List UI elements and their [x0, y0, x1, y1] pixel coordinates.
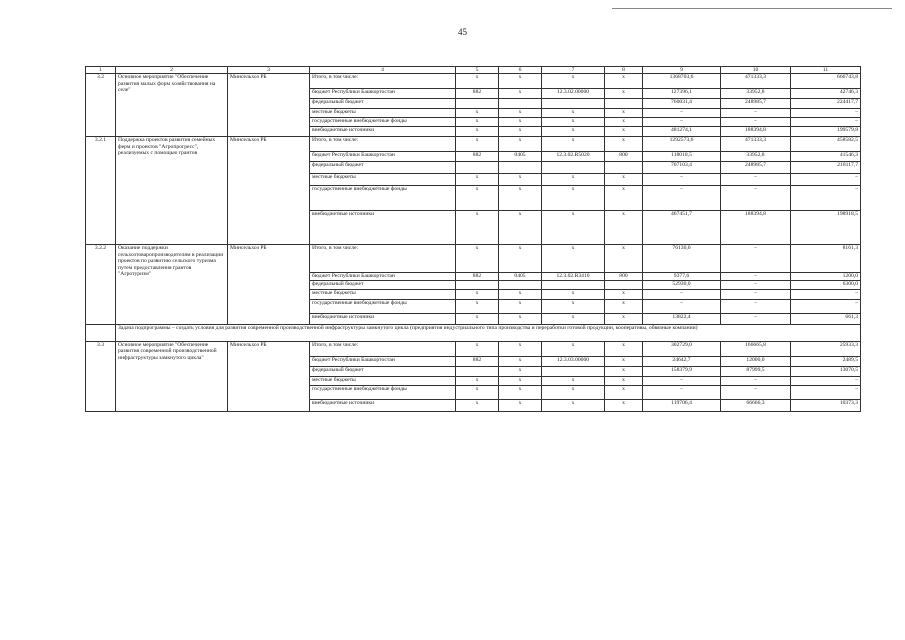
amount-cell: 1200,0: [791, 273, 861, 280]
amount-cell: 224417,7: [791, 99, 861, 109]
code-cell: x: [542, 399, 605, 411]
funding-source: Итого, в том числе:: [310, 341, 456, 356]
code-cell: x: [499, 366, 542, 376]
amount-cell: 248985,7: [721, 162, 791, 174]
code-cell: x: [605, 211, 643, 245]
column-number: 7: [542, 67, 605, 74]
funding-source: государственные внебюджетные фонды: [310, 385, 456, 399]
code-cell: [542, 99, 605, 109]
amount-cell: 1368703,6: [643, 74, 721, 89]
funding-source: бюджет Республики Башкортостан: [310, 273, 456, 280]
amount-cell: 66666,3: [721, 399, 791, 411]
code-cell: x: [499, 118, 542, 127]
amount-cell: –: [643, 299, 721, 313]
code-cell: [456, 280, 499, 289]
code-cell: [499, 99, 542, 109]
code-cell: [499, 162, 542, 174]
code-cell: x: [542, 127, 605, 137]
amount-cell: 13070,5: [791, 366, 861, 376]
code-cell: x: [605, 245, 643, 273]
funding-source: внебюджетные источники: [310, 313, 456, 324]
table-row: [86, 341, 861, 356]
code-cell: x: [605, 366, 643, 376]
code-cell: 882: [456, 273, 499, 280]
amount-cell: 760031,4: [643, 99, 721, 109]
code-cell: x: [605, 127, 643, 137]
funding-source: внебюджетные источники: [310, 399, 456, 411]
amount-cell: 87999,5: [721, 366, 791, 376]
amount-cell: –: [791, 174, 861, 186]
item-number: 3.3: [86, 341, 116, 411]
code-cell: 882: [456, 152, 499, 162]
code-cell: x: [499, 137, 542, 152]
code-cell: x: [605, 109, 643, 118]
code-cell: x: [456, 127, 499, 137]
item-executor: Минсельхоз РБ: [228, 74, 310, 137]
amount-cell: 481274,1: [643, 127, 721, 137]
code-cell: x: [542, 174, 605, 186]
funding-source: внебюджетные источники: [310, 127, 456, 137]
amount-cell: 302729,0: [643, 341, 721, 356]
code-cell: x: [542, 313, 605, 324]
amount-cell: –: [721, 109, 791, 118]
amount-cell: –: [721, 280, 791, 289]
code-cell: x: [605, 385, 643, 399]
code-cell: x: [499, 376, 542, 385]
code-cell: x: [542, 385, 605, 399]
amount-cell: –: [643, 385, 721, 399]
code-cell: [499, 280, 542, 289]
amount-cell: –: [721, 289, 791, 299]
amount-cell: –: [643, 186, 721, 211]
code-cell: 12.3.02.00000: [542, 89, 605, 99]
code-cell: x: [499, 245, 542, 273]
amount-cell: –: [721, 376, 791, 385]
table-cell: [86, 324, 116, 341]
code-cell: x: [605, 137, 643, 152]
amount-cell: 13822,4: [643, 313, 721, 324]
amount-cell: –: [721, 186, 791, 211]
item-executor: Минсельхоз РБ: [228, 245, 310, 324]
amount-cell: –: [791, 118, 861, 127]
page-number: 45: [458, 27, 467, 37]
amount-cell: 471333,3: [721, 137, 791, 152]
amount-cell: 76130,0: [643, 245, 721, 273]
amount-cell: –: [791, 289, 861, 299]
item-name: Основное мероприятие "Обеспечение развития малых форм хозяйствования на селе": [116, 74, 228, 137]
code-cell: x: [542, 299, 605, 313]
table-row: [86, 245, 861, 273]
column-number: 1: [86, 67, 116, 74]
funding-source: федеральный бюджет: [310, 162, 456, 174]
column-number: 5: [456, 67, 499, 74]
code-cell: x: [605, 74, 643, 89]
amount-cell: 666743,8: [791, 74, 861, 89]
amount-cell: 218117,7: [791, 162, 861, 174]
column-number: 10: [721, 67, 791, 74]
amount-cell: 24642,7: [643, 356, 721, 366]
amount-cell: 198918,5: [791, 211, 861, 245]
subprogram-task-row: [86, 324, 861, 341]
code-cell: x: [605, 289, 643, 299]
code-cell: 12.3.02.R3410: [542, 273, 605, 280]
amount-cell: 458582,5: [791, 137, 861, 152]
amount-cell: –: [643, 118, 721, 127]
code-cell: x: [542, 118, 605, 127]
amount-cell: 199579,8: [791, 127, 861, 137]
amount-cell: –: [721, 313, 791, 324]
amount-cell: 2489,5: [791, 356, 861, 366]
code-cell: x: [542, 341, 605, 356]
amount-cell: –: [721, 118, 791, 127]
funding-source: государственные внебюджетные фонды: [310, 186, 456, 211]
funding-source: местные бюджеты: [310, 289, 456, 299]
code-cell: x: [605, 341, 643, 356]
code-cell: x: [499, 289, 542, 299]
code-cell: x: [499, 313, 542, 324]
funding-source: местные бюджеты: [310, 376, 456, 385]
code-cell: 12.3.02.R5020: [542, 152, 605, 162]
code-cell: x: [605, 118, 643, 127]
amount-cell: 12000,0: [721, 356, 791, 366]
column-number: 9: [643, 67, 721, 74]
item-number: 3.2.1: [86, 137, 116, 245]
amount-cell: –: [721, 174, 791, 186]
code-cell: x: [542, 137, 605, 152]
funding-source: бюджет Республики Башкортостан: [310, 89, 456, 99]
code-cell: x: [605, 89, 643, 99]
amount-cell: –: [721, 273, 791, 280]
amount-cell: 10373,3: [791, 399, 861, 411]
code-cell: [605, 280, 643, 289]
funding-source: местные бюджеты: [310, 109, 456, 118]
code-cell: 882: [456, 356, 499, 366]
amount-cell: 33952,8: [721, 152, 791, 162]
amount-cell: –: [791, 186, 861, 211]
item-executor: Минсельхоз РБ: [228, 341, 310, 411]
amount-cell: –: [643, 174, 721, 186]
code-cell: [605, 99, 643, 109]
amount-cell: 188394,8: [721, 127, 791, 137]
amount-cell: 166665,8: [721, 341, 791, 356]
code-cell: x: [456, 341, 499, 356]
column-number: 2: [116, 67, 228, 74]
code-cell: x: [542, 245, 605, 273]
amount-cell: 248985,7: [721, 99, 791, 109]
amount-cell: –: [643, 289, 721, 299]
column-number: 3: [228, 67, 310, 74]
item-executor: Минсельхоз РБ: [228, 137, 310, 245]
code-cell: x: [542, 109, 605, 118]
amount-cell: –: [791, 299, 861, 313]
code-cell: x: [499, 186, 542, 211]
amount-cell: 467451,7: [643, 211, 721, 245]
code-cell: 12.3.03.00000: [542, 356, 605, 366]
code-cell: x: [605, 174, 643, 186]
code-cell: x: [605, 299, 643, 313]
code-cell: [456, 99, 499, 109]
code-cell: x: [499, 211, 542, 245]
amount-cell: 33952,8: [721, 89, 791, 99]
item-name: Поддержка проектов развития семейных ферм и проектов "Агропрогресс", реализуемых с помощью грантов: [116, 137, 228, 245]
funding-source: Итого, в том числе:: [310, 137, 456, 152]
item-name: Оказание поддержки сельхозтоваропроизводителям в реализации проектов по развитию сельского туризма путем предоставления грантов "Агротуризм": [116, 245, 228, 324]
amount-cell: 1292573,6: [643, 137, 721, 152]
code-cell: [605, 162, 643, 174]
amount-cell: 6300,0: [791, 280, 861, 289]
code-cell: x: [499, 356, 542, 366]
code-cell: x: [456, 137, 499, 152]
code-cell: x: [499, 399, 542, 411]
code-cell: x: [456, 174, 499, 186]
code-cell: x: [456, 385, 499, 399]
code-cell: [542, 280, 605, 289]
funding-source: местные бюджеты: [310, 174, 456, 186]
code-cell: x: [499, 74, 542, 89]
code-cell: x: [605, 399, 643, 411]
code-cell: x: [456, 289, 499, 299]
column-number: 6: [499, 67, 542, 74]
item-name: Основное мероприятие "Обеспечение развития современной производственной инфраструктуры замкнутого цикла": [116, 341, 228, 411]
amount-cell: –: [721, 385, 791, 399]
amount-cell: 9377,6: [643, 273, 721, 280]
code-cell: x: [499, 127, 542, 137]
code-cell: x: [542, 211, 605, 245]
code-cell: x: [499, 385, 542, 399]
code-cell: 800: [605, 152, 643, 162]
funding-source: бюджет Республики Башкортостан: [310, 356, 456, 366]
amount-cell: 8161,3: [791, 245, 861, 273]
code-cell: x: [456, 118, 499, 127]
table-body: [86, 67, 861, 412]
funding-source: Итого, в том числе:: [310, 245, 456, 273]
item-number: 3.2: [86, 74, 116, 137]
code-cell: x: [605, 186, 643, 211]
code-cell: 0405: [499, 152, 542, 162]
code-cell: x: [542, 186, 605, 211]
funding-source: федеральный бюджет: [310, 280, 456, 289]
amount-cell: –: [791, 109, 861, 118]
funding-source: внебюджетные источники: [310, 211, 456, 245]
amount-cell: 42746,3: [791, 89, 861, 99]
amount-cell: 188394,8: [721, 211, 791, 245]
amount-cell: –: [721, 299, 791, 313]
amount-cell: 661,3: [791, 313, 861, 324]
amount-cell: –: [791, 385, 861, 399]
column-number: 11: [791, 67, 861, 74]
code-cell: x: [499, 341, 542, 356]
funding-source: государственные внебюджетные фонды: [310, 299, 456, 313]
code-cell: [456, 162, 499, 174]
code-cell: x: [499, 299, 542, 313]
amount-cell: 52930,0: [643, 280, 721, 289]
code-cell: x: [456, 313, 499, 324]
amount-cell: 119706,4: [643, 399, 721, 411]
code-cell: x: [542, 74, 605, 89]
code-cell: x: [605, 356, 643, 366]
subprogram-task: Задача подпрограммы – создать условия для развития современной производственной инфраструктуры замкнутого цикла (предприятия индустриального типа производства и переработки готовой продукции, кооперативы, обвязные компании): [116, 324, 861, 341]
budget-table: [85, 66, 861, 412]
item-number: 3.2.2: [86, 245, 116, 324]
amount-cell: 158379,9: [643, 366, 721, 376]
amount-cell: 25933,3: [791, 341, 861, 356]
amount-cell: –: [721, 245, 791, 273]
amount-cell: –: [791, 376, 861, 385]
funding-source: бюджет Республики Башкортостан: [310, 152, 456, 162]
code-cell: x: [456, 211, 499, 245]
column-number: 8: [605, 67, 643, 74]
code-cell: x: [456, 299, 499, 313]
amount-cell: 707103,4: [643, 162, 721, 174]
table-header-row: [86, 67, 861, 74]
code-cell: [542, 162, 605, 174]
code-cell: x: [499, 109, 542, 118]
code-cell: x: [605, 313, 643, 324]
code-cell: x: [456, 245, 499, 273]
code-cell: x: [542, 376, 605, 385]
code-cell: x: [456, 74, 499, 89]
amount-cell: 471333,3: [721, 74, 791, 89]
funding-source: государственные внебюджетные фонды: [310, 118, 456, 127]
code-cell: x: [456, 109, 499, 118]
column-number: 4: [310, 67, 456, 74]
table-row: [86, 137, 861, 152]
amount-cell: 127396,1: [643, 89, 721, 99]
amount-cell: –: [643, 376, 721, 385]
code-cell: [542, 366, 605, 376]
funding-source: Итого, в том числе:: [310, 74, 456, 89]
amount-cell: –: [643, 109, 721, 118]
code-cell: 800: [605, 273, 643, 280]
funding-source: федеральный бюджет: [310, 366, 456, 376]
code-cell: x: [456, 399, 499, 411]
table-row: [86, 74, 861, 89]
code-cell: 882: [456, 89, 499, 99]
amount-cell: 118018,5: [643, 152, 721, 162]
code-cell: x: [456, 376, 499, 385]
code-cell: x: [499, 174, 542, 186]
code-cell: [456, 366, 499, 376]
amount-cell: 41546,3: [791, 152, 861, 162]
funding-source: федеральный бюджет: [310, 99, 456, 109]
code-cell: x: [499, 89, 542, 99]
code-cell: 0405: [499, 273, 542, 280]
code-cell: x: [456, 186, 499, 211]
code-cell: x: [542, 289, 605, 299]
code-cell: x: [605, 376, 643, 385]
top-rule: [612, 8, 892, 9]
